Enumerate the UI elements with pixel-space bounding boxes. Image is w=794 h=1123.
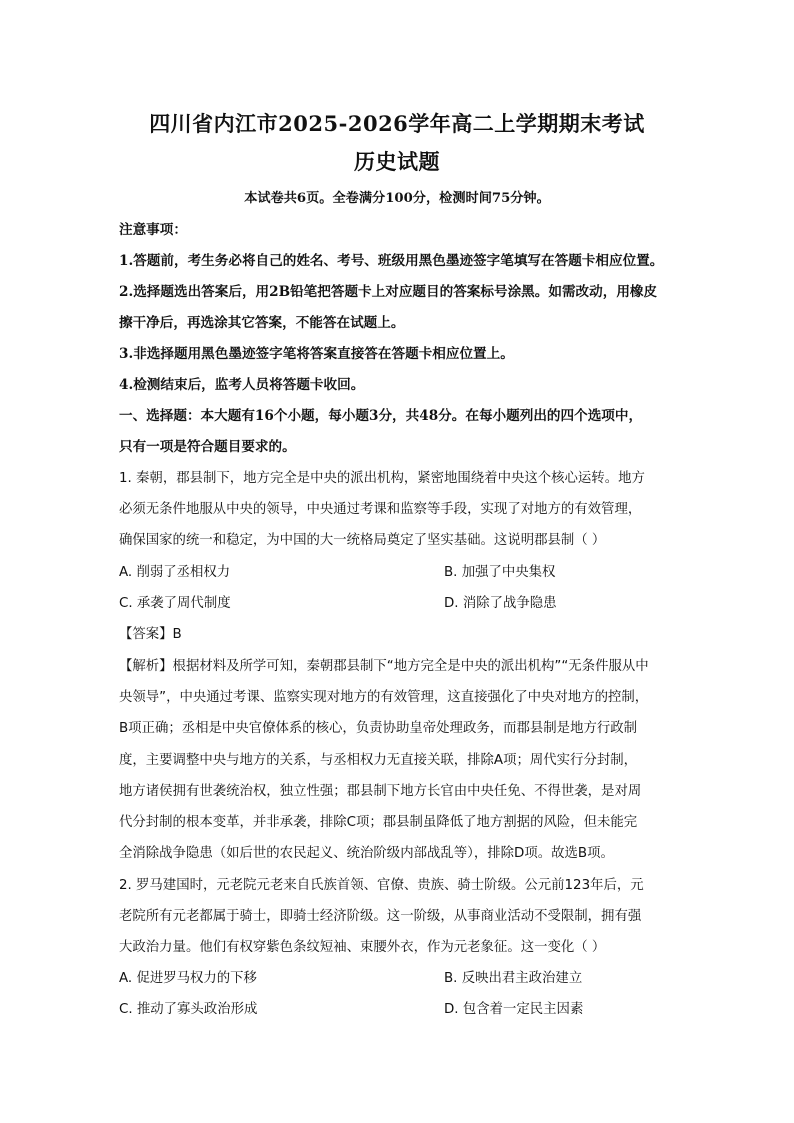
q1-answer: 【答案】B <box>119 627 182 642</box>
q2-option-a: A. 促进罗马权力的下移 <box>119 971 257 986</box>
q1-option-c: C. 承袭了周代制度 <box>119 596 231 611</box>
section-heading-line-1: 一、选择题：本大题有16个小题，每小题3分，共48分。在每小题列出的四个选项中， <box>119 408 643 424</box>
q1-analysis-line-4: 度，主要调整中央与地方的关系，与丞相权力无直接关联，排除A项；周代实行分封制， <box>119 753 638 768</box>
q2-option-d: D. 包含着一定民主因素 <box>444 1002 584 1017</box>
q1-line-2: 必须无条件地服从中央的领导，中央通过考课和监察等手段，实现了对地方的有效管理， <box>119 502 642 517</box>
note-item-2-cont: 擦干净后，再选涂其它答案，不能答在试题上。 <box>119 315 405 331</box>
q2-option-b: B. 反映出君主政治建立 <box>444 971 583 986</box>
q1-option-b: B. 加强了中央集权 <box>444 565 556 580</box>
q1-line-1: 1. 秦朝，郡县制下，地方完全是中央的派出机构，紧密地围绕着中央这个核心运转。地方 <box>119 471 645 486</box>
q1-analysis-line-3: B项正确；丞相是中央官僚体系的核心，负责协助皇帝处理政务，而郡县制是地方行政制 <box>119 721 638 736</box>
q1-option-a: A. 削弱了丞相权力 <box>119 565 231 580</box>
q1-analysis-line-6: 代分封制的根本变革，并非承袭，排除C项；郡县制虽降低了地方割据的风险，但未能完 <box>119 815 638 830</box>
q1-option-d: D. 消除了战争隐患 <box>444 596 557 611</box>
exam-title: 四川省内江市2025-2026学年高二上学期期末考试 <box>149 111 645 136</box>
exam-subtitle: 历史试题 <box>354 149 440 174</box>
note-item-4: 4.检测结束后，监考人员将答题卡收回。 <box>119 377 365 393</box>
section-heading-line-2: 只有一项是符合题目要求的。 <box>119 439 296 455</box>
q2-option-c: C. 推动了寡头政治形成 <box>119 1002 258 1017</box>
q1-analysis-line-1: 【解析】根据材料及所学可知，秦朝郡县制下“地方完全是中央的派出机构”“无条件服从中 <box>119 659 649 674</box>
q2-line-1: 2. 罗马建国时，元老院元老来自氏族首领、官僚、贵族、骑士阶级。公元前123年后，元 <box>119 878 644 893</box>
exam-info: 本试卷共6页。全卷满分100分，检测时间75分钟。 <box>244 191 550 206</box>
q1-analysis-line-7: 全消除战争隐患（如后世的农民起义、统治阶级内部战乱等），排除D项。故选B项。 <box>119 846 614 861</box>
note-item-2: 2.选择题选出答案后，用2B铅笔把答题卡上对应题目的答案标号涂黑。如需改动，用橡皮 <box>119 284 658 300</box>
q1-line-3: 确保国家的统一和稳定，为中国的大一统格局奠定了坚实基础。这说明郡县制（ ） <box>119 533 606 548</box>
note-item-1: 1.答题前，考生务必将自己的姓名、考号、班级用黑色墨迹签字笔填写在答题卡相应位置。 <box>119 253 664 269</box>
q2-line-3: 大政治力量。他们有权穿紫色条纹短袖、束腰外衣，作为元老象征。这一变化（ ） <box>119 940 606 955</box>
note-item-3: 3.非选择题用黑色墨迹签字笔将答案直接答在答题卡相应位置上。 <box>119 346 514 362</box>
q1-analysis-line-5: 地方诸侯拥有世袭统治权，独立性强；郡县制下地方长官由中央任免、不得世袭，是对周 <box>119 784 642 799</box>
q1-analysis-line-2: 央领导”，中央通过考课、监察实现对地方的有效管理，这直接强化了中央对地方的控制， <box>119 690 649 705</box>
q2-line-2: 老院所有元老都属于骑士，即骑士经济阶级。这一阶级，从事商业活动不受限制，拥有强 <box>119 909 642 924</box>
notes-heading: 注意事项： <box>119 222 187 238</box>
